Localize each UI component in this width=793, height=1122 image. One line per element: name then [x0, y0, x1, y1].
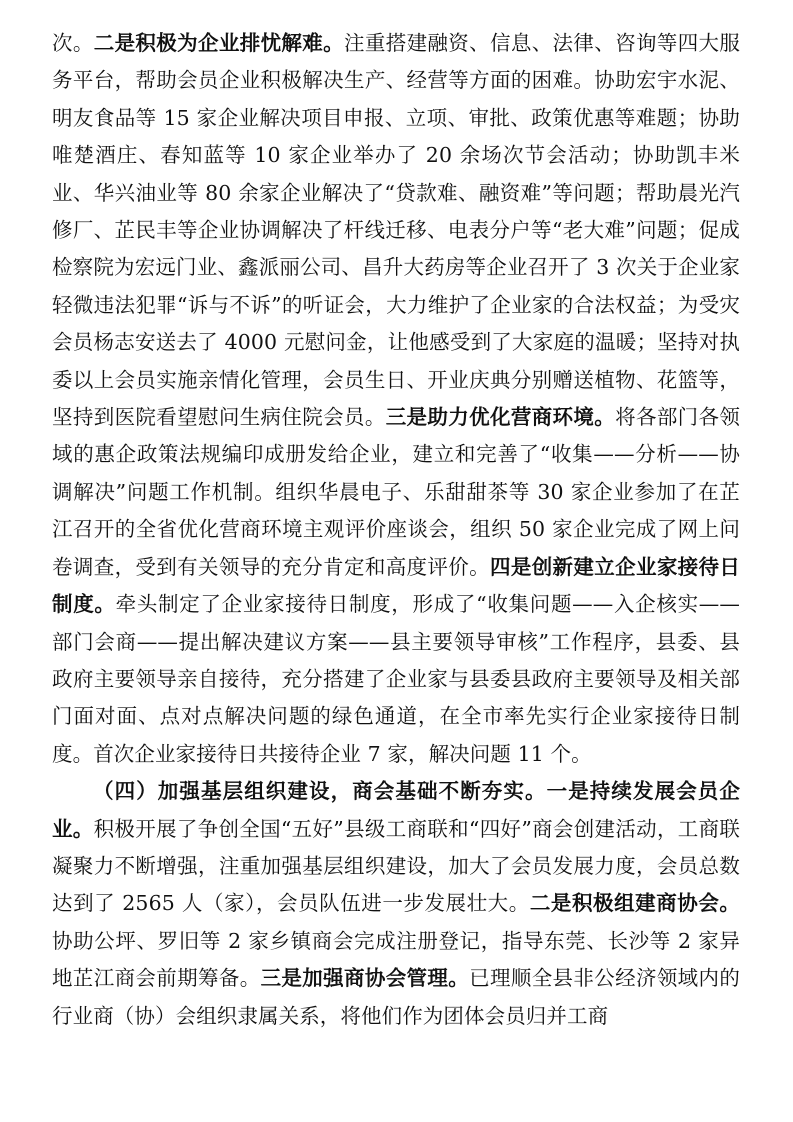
text-run: 注重搭建融资、信息、法律、咨询等四大服务平台，帮助会员企业积极解决生产、经营等方面的困难。协助宏宇水泥、明友食品等 15 家企业解决项目申报、立项、审批、政策优惠等难题；协助唯楚酒庄、春知蓝等 10 家企业举办了 20 余场次节会活动；协助凯丰米业、华兴油业等 80 余家企业解决了“贷款难、融资难”等问题；帮助晨光汽修厂、芷民丰等企业协调解决了杆线迁移、电表分户等“老大难”问题；促成检察院为宏远门业、鑫派丽公司、昌升大药房等企业召开了 3 次关于企业家轻微违法犯罪“诉与不诉”的听证会，大力维护了企业家的合法权益；为受灾会员杨志安送去了 4000 元慰问金，让他感受到了大家庭的温暖；坚持对执委以上会员实施亲情化管理，会员生日、开业庆典分别赠送植物、花篮等，坚持到医院看望慰问生病住院会员。	[52, 31, 741, 430]
bold-heading-run: 三是助力优化营商环境。	[385, 405, 616, 430]
text-run: 牵头制定了企业家接待日制度，形成了“收集问题——入企核实——部门会商——提出解决建议方案——县主要领导审核”工作程序，县委、县政府主要领导亲自接待，充分搭建了企业家与县委县政府主要领导及相关部门面对面、点对点解决问题的绿色通道，在全市率先实行企业家接待日制度。首次企业家接待日共接待企业 7 家，解决问题 11 个。	[52, 592, 740, 766]
bold-heading-run: 三是加强商协会管理。	[260, 966, 470, 991]
bold-heading-run: 二是积极组建商协会。	[529, 891, 741, 916]
text-run: 已理顺全县非公经济领域内的行业商（协）会组织隶属关系，将他们作为团体会员归并工商	[52, 966, 740, 1028]
bold-heading-run: 四是创新建立企业家接待日制度。	[52, 554, 740, 617]
paragraph-1	[52, 25, 740, 773]
section-heading-run: （四）加强基层组织建设，商会基础不断夯实。一是持续发展会员企业。	[52, 779, 740, 841]
text-run: 将各部门各领域的惠企政策法规编印成册发给企业，建立和完善了“收集——分析——协调解决”问题工作机制。组织华晨电子、乐甜甜茶等 30 家企业参加了在芷江召开的全省优化营商环境主观评价座谈会，组织 50 家企业完成了网上问卷调查，受到有关领导的充分肯定和高度评价。	[52, 405, 740, 579]
document-page	[52, 25, 740, 1035]
text-run: 协助公坪、罗旧等 2 家乡镇商会完成注册登记，指导东莞、长沙等 2 家异地芷江商会前期筹备。	[52, 928, 740, 991]
paragraph-2	[52, 773, 740, 1035]
text-run: 积极开展了争创全国“五好”县级工商联和“四好”商会创建活动，工商联凝聚力不断增强，注重加强基层组织建设，加大了会员发展力度，会员总数达到了 2565 人（家），会员队伍进一步发展壮大。	[52, 816, 740, 916]
bold-heading-run: 二是积极为企业排忧解难。	[93, 31, 344, 55]
text-run: 次。	[52, 31, 94, 55]
